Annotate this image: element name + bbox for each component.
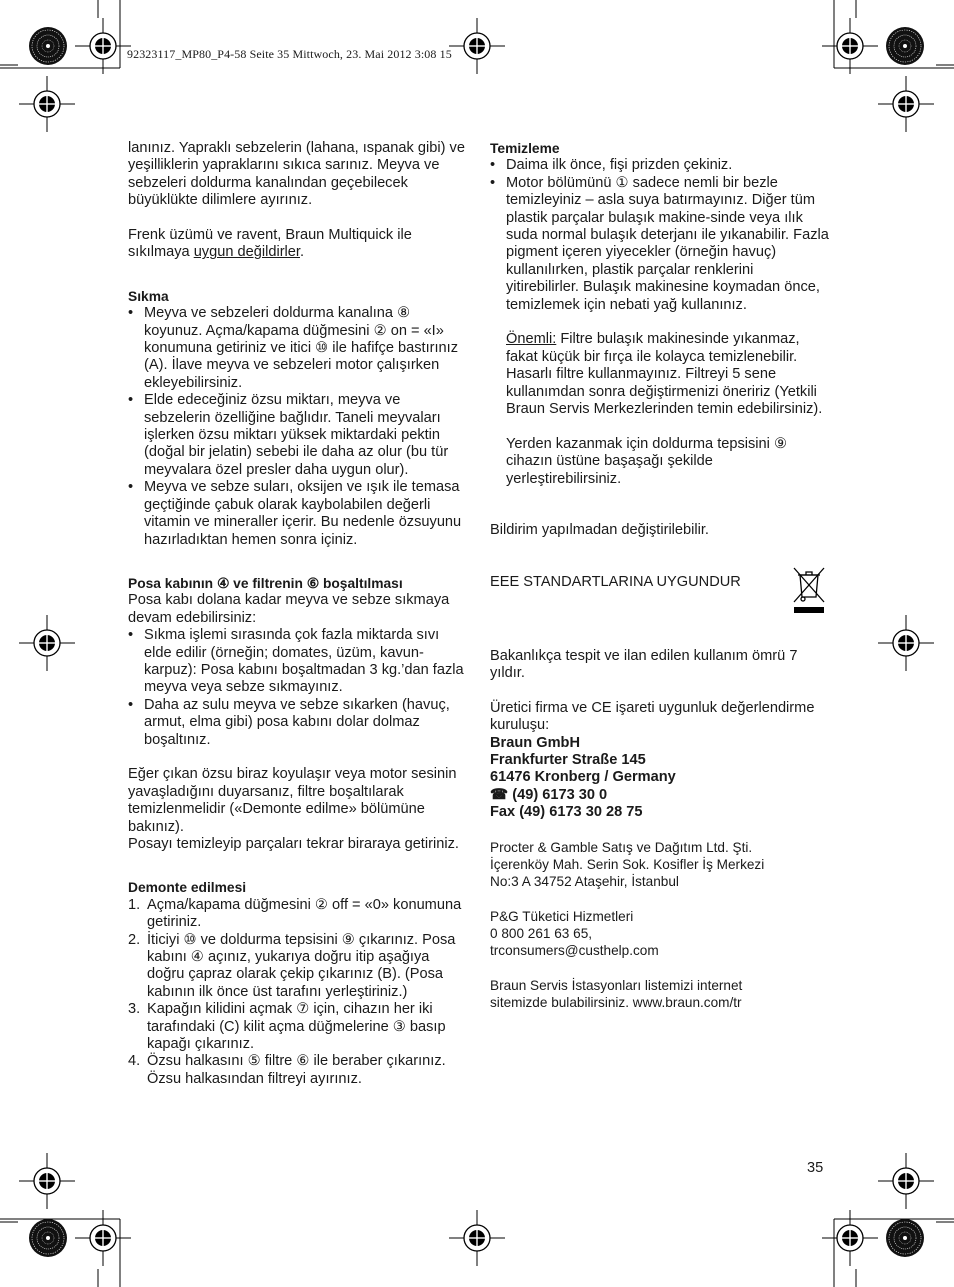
- address-line: No:3 A 34752 Ataşehir, İstanbul: [490, 874, 679, 890]
- intro-paragraph-1: lanınız. Yapraklı sebzelerin (lahana, ıspanak gibi) ve yeşilliklerin yapraklarını sıkıca sarınız. Meyva ve sebzeleri doldurma kanalından geçebilecek büyüklükte dilimlere ayırınız.: [128, 140, 465, 209]
- step-text: Kapağın kilidini açmak ⑦ için, cihazın her iki tarafındaki (C) kilit açma düğmelerine ③ basıp kapağı çıkarınız.: [147, 1001, 446, 1053]
- contact-line: 0 800 261 63 65,: [490, 926, 593, 942]
- right-column: [490, 140, 830, 1011]
- list-item: [128, 932, 468, 1002]
- consumer-services: [490, 908, 830, 960]
- address-line: Frankfurter Straße 145: [490, 751, 646, 768]
- list-item: [128, 1053, 468, 1088]
- step-number: 4.: [128, 1053, 141, 1070]
- posa-paragraph-2: Posayı temizleyip parçaları tekrar biraraya getiriniz.: [128, 836, 459, 852]
- list-item: • Meyva ve sebzeleri doldurma kanalına ⑧ koyunuz. Açma/kapama düğmesini ② on = «I» konumuna getiriniz ve itici ⑩ ile hafifçe bastırınız (A). İlave meyva ve sebzeleri motor çalışırken ekleyebilirsiniz.: [128, 305, 468, 392]
- weee-crossed-bin-icon: [792, 566, 826, 614]
- temizleme-list: [490, 157, 830, 314]
- service-info: [490, 977, 830, 1011]
- eee-row: [490, 574, 826, 614]
- onemli-label: Önemli:: [506, 331, 557, 348]
- address-line: Procter & Gamble Satış ve Dağıtım Ltd. Şti.: [490, 839, 753, 855]
- step-text: Özsu halkasını ⑤ filtre ⑥ ile beraber çıkarınız. Özsu halkasından filtreyi ayırınız.: [147, 1053, 446, 1087]
- contact-line: P&G Tüketici Hizmetleri: [490, 908, 634, 924]
- bildirim-text: Bildirim yapılmadan değiştirilebilir.: [490, 522, 709, 539]
- fax-line: Fax (49) 6173 30 28 75: [490, 804, 643, 821]
- sikma-heading: Sıkma: [128, 288, 169, 304]
- posa-intro: Posa kabı dolana kadar meyva ve sebze sıkmaya devam edebilirsiniz:: [128, 592, 450, 626]
- sikma-list: [128, 305, 468, 549]
- list-item: • Daha az sulu meyva ve sebze sıkarken (havuç, armut, elma gibi) posa kabını dolar dolmaz boşaltınız.: [128, 697, 468, 749]
- address-line: İçerenköy Mah. Serin Sok. Kosifler İş Merkezi: [490, 857, 765, 873]
- onemli-paragraph: [490, 331, 830, 418]
- manufacturer-address: [490, 735, 830, 822]
- service-line: Braun Servis İstasyonları listemizi internet: [490, 977, 743, 993]
- step-number: 1.: [128, 896, 141, 913]
- service-line: sitemizde bulabilirsiniz. www.braun.com/tr: [490, 995, 742, 1011]
- address-line: Braun GmbH: [490, 734, 580, 751]
- onemli-text: Filtre bulaşık makinesinde yıkanmaz, fakat küçük bir fırça ile kolayca temizlenebilir. Hasarlı filtre kullanmayınız. Filtreyi 5 sene kullanımdan sonra değiştirmenizi öneririz (Yetkili Braun Servis Merkezlerinden temin edebilirsiniz).: [506, 331, 823, 418]
- address-line: 61476 Kronberg / Germany: [490, 769, 676, 786]
- step-number: 2.: [128, 931, 141, 948]
- posa-paragraph-1: Eğer çıkan özsu biraz koyulaşır veya motor sesinin yavaşladığını duyarsanız, filtre boşaltılarak temizlenmelidir («Demonte edilme» bölümüne bakınız).: [128, 766, 457, 835]
- intro-p2-end: .: [299, 244, 305, 261]
- step-text: Açma/kapama düğmesini ② off = «0» konumuna getiriniz.: [147, 896, 462, 931]
- yerden-paragraph: Yerden kazanmak için doldurma tepsisini ⑨ cihazın üstüne başaşağı şekilde yerleştirebilirsiniz.: [506, 435, 788, 487]
- list-item: • Motor bölümünü ① sadece nemli bir bezle temizleyiniz – asla suya batırmayınız. Diğer tüm plastik parçalar bulaşık makine-sinde veya ılık suda normal bulaşık deterjanı ile yıkanabilir. Fazla pigment içeren yiyecekler (örneğin havuç) kullanılırken, plastik parçalar renklerini yitirebilirler. Bulaşık makinesine koymadan önce, temizlemek için nebati yağ kullanınız.: [490, 175, 830, 314]
- intro-p2-underlined: uygun değildirler: [193, 244, 300, 261]
- list-item: • Elde edeceğiniz özsu miktarı, meyva ve sebzelerin özelliğine bağlıdır. Taneli meyvaları işlerken özsu miktarı yüksek miktardaki pektin (doğal bir jelatin) sebebi ile daha az olur (bu tür meyvalara özel presler daha uygun olur).: [128, 392, 468, 479]
- left-column: [128, 140, 468, 1088]
- intro-paragraph-2: [128, 227, 468, 262]
- step-text: İticiyi ⑩ ve doldurma tepsisini ⑨ çıkarınız. Posa kabını ④ açınız, yukarıya doğru itip aşağıya doğru çapraz olarak çekip çıkarınız (B). (Posa kabının ilk önce üst tarafını yerleştiriniz.): [147, 931, 456, 1000]
- list-item: • Sıkma işlemi sırasında çok fazla miktarda sıvı elde edilir (örneğin; domates, üzüm, kavun-karpuz): Posa kabını boşaltmadan 3 kg.’dan fazla meyva veya sebze sıkmayınız.: [128, 627, 468, 697]
- print-slug: 92323117_MP80_P4-58 Seite 35 Mittwoch, 23. Mai 2012 3:08 15: [127, 47, 452, 61]
- contact-line: trconsumers@custhelp.com: [490, 943, 659, 959]
- uretici-text: Üretici firma ve CE işareti uygunluk değerlendirme kuruluşu:: [490, 699, 815, 734]
- omur-text: Bakanlıkça tespit ve ilan edilen kullanım ömrü 7 yıldır.: [490, 647, 798, 681]
- phone-line: ☎ (49) 6173 30 0: [490, 786, 608, 803]
- pg-address: [490, 839, 830, 891]
- demonte-heading: Demonte edilmesi: [128, 880, 247, 896]
- step-number: 3.: [128, 1001, 141, 1018]
- list-item: [128, 1001, 468, 1053]
- list-item: [128, 897, 468, 932]
- list-item: • Daima ilk önce, fişi prizden çekiniz.: [490, 157, 830, 174]
- temizleme-heading: Temizleme: [490, 141, 560, 156]
- demonte-list: [128, 897, 468, 1088]
- eee-text: EEE STANDARTLARINA UYGUNDUR: [490, 573, 741, 590]
- intro-p2-text: Frenk üzümü ve ravent, Braun Multiquick ile sıkılmaya: [128, 227, 412, 261]
- posa-list: [128, 627, 468, 749]
- page-number: 35: [807, 1160, 824, 1176]
- posa-heading: Posa kabının ④ ve filtrenin ⑥ boşaltılması: [128, 575, 403, 591]
- list-item: • Meyva ve sebze suları, oksijen ve ışık ile temasa geçtiğinde çabuk olarak kaybolabilen değerli vitamin ve mineraller içerir. Bu nedenle özsuyunu hazırladıktan hemen sonra içiniz.: [128, 479, 468, 549]
